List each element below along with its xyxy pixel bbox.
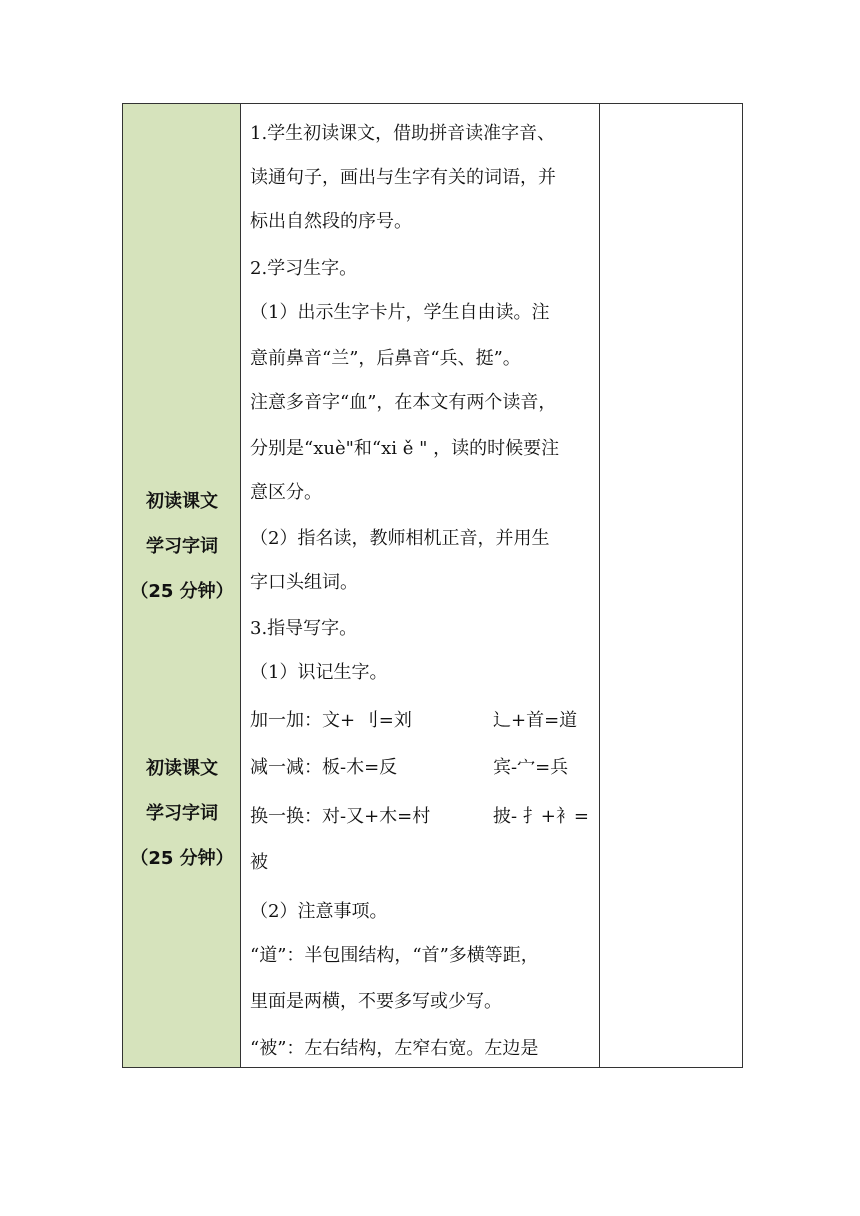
- notes-column: [600, 104, 742, 1067]
- lesson-table: [122, 103, 743, 1068]
- word-row-3-right: 披- 扌+衤=: [493, 806, 589, 827]
- content-column: [241, 104, 600, 1067]
- content-line-7: 注意多音字“血”，在本文有两个读音，: [250, 392, 557, 413]
- content-line-4: 2.学习生字。: [250, 258, 358, 279]
- stage-label-1: 初读课文 学习字词 （25 分钟）: [130, 491, 234, 602]
- stage-column: [123, 104, 241, 1067]
- content-line-10: （2）指名读，教师相机正音，并用生: [250, 528, 550, 549]
- word-row-wrap: 被: [250, 852, 268, 873]
- content-line-6: 意前鼻音“兰”，后鼻音“兵、挺”。: [250, 348, 521, 369]
- content-line-16: 里面是两横，不要多写或少写。: [250, 991, 502, 1012]
- content-line-15: “道”：半包围结构，“首”多横等距，: [250, 945, 539, 966]
- content-line-9: 意区分。: [250, 482, 322, 503]
- content-line-13: （1）识记生字。: [250, 662, 388, 683]
- content-line-2: 读通句子，画出与生字有关的词语，并: [250, 167, 556, 188]
- word-row-2-right: 宾-宀=兵: [493, 757, 569, 778]
- content-line-11: 字口头组词。: [250, 572, 358, 593]
- content-line-3: 标出自然段的序号。: [250, 211, 412, 232]
- content-line-12: 3.指导写字。: [250, 618, 358, 639]
- content-line-8: 分别是“xuè"和“xi ě " ，读的时候要注: [250, 438, 560, 459]
- content-line-17: “被”：左右结构，左窄右宽。左边是: [250, 1038, 539, 1059]
- stage-label-2: 初读课文 学习字词 （25 分钟）: [130, 758, 234, 869]
- content-line-5: （1）出示生字卡片，学生自由读。注: [250, 302, 550, 323]
- word-row-1-right: 辶+首=道: [493, 710, 578, 731]
- content-line-14: （2）注意事项。: [250, 901, 388, 922]
- word-row-1-left: 加一加：文+ 刂=刘: [250, 710, 412, 731]
- content-line-1: 1.学生初读课文，借助拼音读准字音、: [250, 123, 556, 144]
- word-row-3-left: 换一换：对-又+木=村: [250, 806, 431, 827]
- word-row-2-left: 减一减：板-木=反: [250, 757, 398, 778]
